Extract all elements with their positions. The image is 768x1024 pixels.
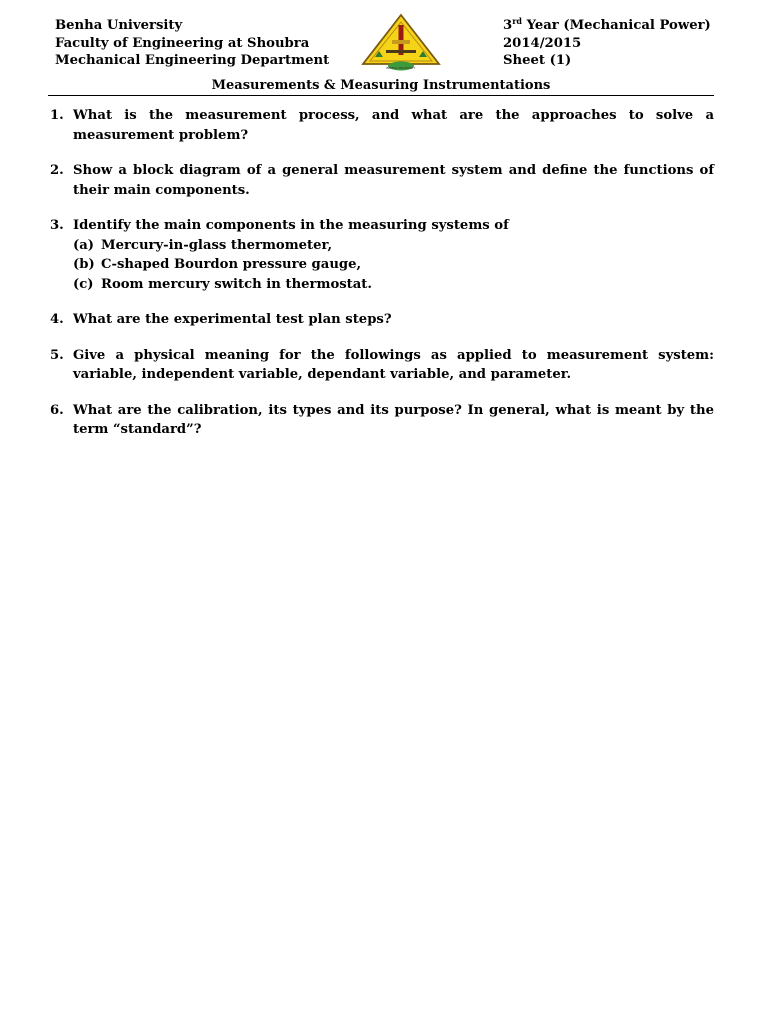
sub-question-item (73, 275, 714, 295)
question-text: What are the experimental test plan steps? (73, 312, 392, 327)
question-number: 1. (50, 108, 64, 123)
question-number: 6. (50, 402, 64, 418)
university-name: Benha University (55, 18, 183, 33)
question-text: What is the measurement process, and what are the approaches to solve a measurement problem? (73, 108, 714, 143)
question-item (48, 401, 714, 440)
sub-question-label: (c) (73, 276, 94, 292)
sub-question-item (73, 255, 714, 275)
year-ordinal-suffix: rd (512, 16, 522, 26)
header-institution (55, 17, 329, 70)
question-number: 4. (50, 312, 64, 327)
sheet-title: Measurements & Measuring Instrumentations (211, 78, 551, 93)
question-number: 3. (50, 218, 64, 233)
faculty-name: Faculty of Engineering at Shoubra (55, 35, 310, 51)
sub-question-label: (a) (73, 237, 95, 253)
question-item (48, 216, 714, 294)
logo-caption: BENHA UNIVERSITY (386, 66, 416, 70)
question-text: Give a physical meaning for the followings as applied to measurement system: variable, independent variable, dependant variable, and parameter. (73, 347, 714, 382)
question-text: What are the calibration, its types and its purpose? In general, what is meant by the term “standard”? (73, 402, 714, 437)
question-text: Identify the main components in the measuring systems of (73, 218, 509, 233)
question-text: Show a block diagram of a general measurement system and define the functions of their main components. (73, 163, 714, 198)
year-number: 3 (503, 18, 513, 33)
sub-question-text: C-shaped Bourdon pressure gauge, (101, 257, 362, 272)
year-program: Year (Mechanical Power) (522, 18, 711, 33)
sub-question-text: Room mercury switch in thermostat. (101, 276, 372, 292)
header-course-info (503, 17, 711, 70)
department-name: Mechanical Engineering Department (55, 53, 330, 68)
title-divider (48, 95, 714, 96)
sub-question-label: (b) (73, 257, 95, 272)
sub-question-text: Mercury-in-glass thermometer, (101, 237, 333, 253)
year-line (503, 17, 711, 35)
sub-question-item (73, 236, 714, 256)
question-item (48, 310, 714, 330)
question-list (48, 106, 714, 456)
university-logo (361, 13, 441, 71)
question-item (48, 161, 714, 200)
question-item (48, 106, 714, 145)
academic-session: 2014/2015 (503, 35, 582, 51)
sub-question-list (73, 236, 714, 295)
question-number: 2. (50, 163, 64, 178)
question-number: 5. (50, 347, 64, 363)
question-item (48, 346, 714, 385)
sheet-number: Sheet (1) (503, 53, 572, 68)
